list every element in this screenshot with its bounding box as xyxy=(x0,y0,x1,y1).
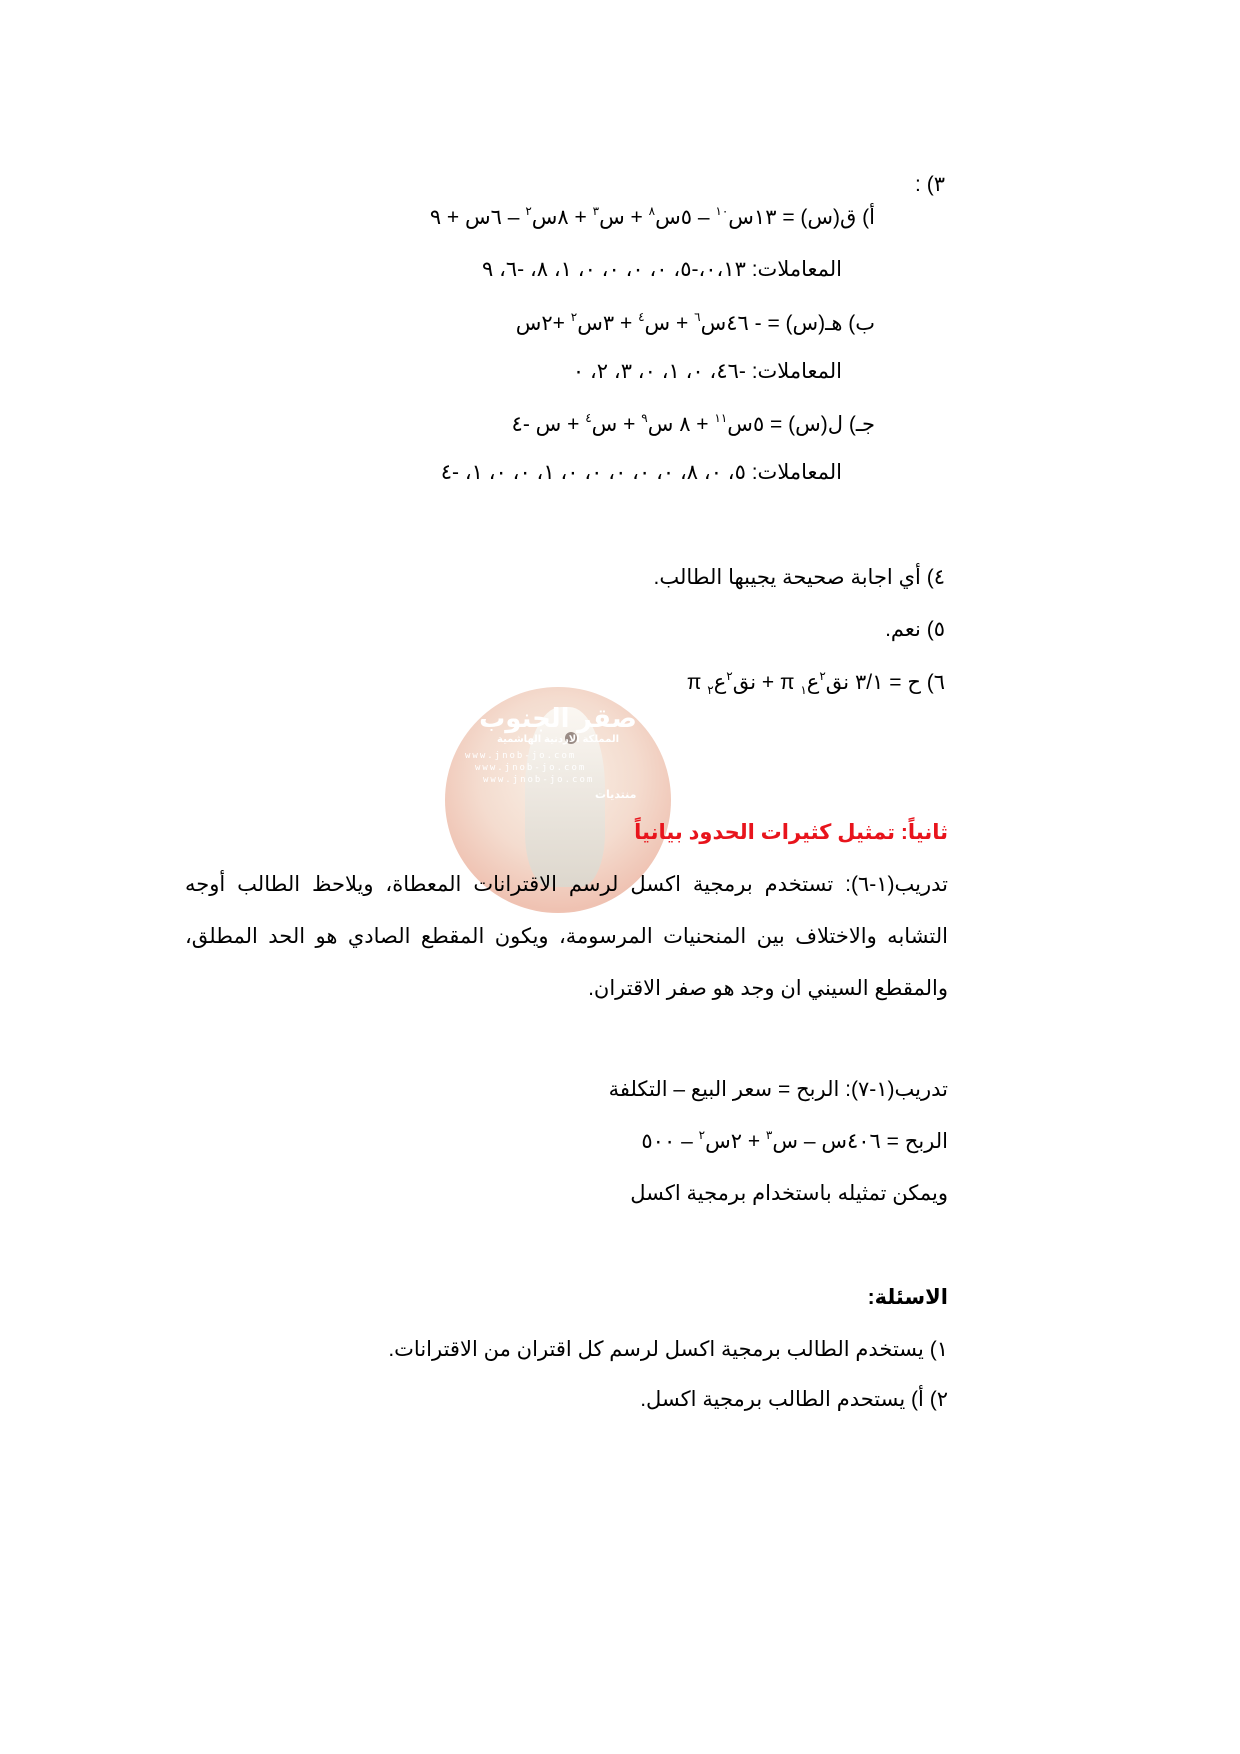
exponent: ٤ xyxy=(638,310,645,324)
watermark-url: www.jnob-jo.com xyxy=(483,775,595,785)
question-item: ١) يستخدم الطالب برمجية اكسل لرسم كل اقتران من الاقترانات. xyxy=(388,1338,948,1361)
equation-term: ب) هـ(س) = - ٤٦س xyxy=(700,312,875,335)
watermark-forum: منتديات xyxy=(595,789,637,801)
answer-4: ٤) أي اجابة صحيحة يجيبها الطالب. xyxy=(653,566,945,589)
coefficients-a: المعاملات: ٠،١٣،-٥، ٠، ٠، ٠، ٠، ١، ٨، -٦، ٩ xyxy=(481,258,842,281)
exponent: ٣ xyxy=(592,204,600,218)
question-3-label: ٣) : xyxy=(915,173,945,196)
equation-term: ٦) ح = ٣/١ نق xyxy=(825,671,945,694)
equation-term: أ) ق(س) = ١٣س xyxy=(728,206,875,229)
equation-term: + س xyxy=(591,413,642,436)
exponent: ٩ xyxy=(641,411,648,425)
exponent: ٢ xyxy=(726,669,733,683)
exponent: ٢ xyxy=(525,204,532,218)
answer-5: ٥) نعم. xyxy=(885,618,945,641)
equation-term: جـ) ل(س) = ٥س xyxy=(727,413,875,436)
equation-term: ع xyxy=(713,671,727,694)
exponent: ٢ xyxy=(570,310,578,324)
exercise-1-7-title: تدريب(١-٧): الربح = سعر البيع – التكلفة xyxy=(608,1078,948,1101)
equation-term: + س -٤ xyxy=(511,413,586,436)
equation-b xyxy=(516,309,875,339)
answer-6 xyxy=(687,668,945,698)
equation-term: الربح = ٤٠٦س – س xyxy=(772,1130,948,1153)
subscript: ١ xyxy=(800,683,807,697)
equation-term: + س xyxy=(644,312,695,335)
watermark-name: صقر الجنوب xyxy=(479,703,637,733)
equation-term: – ٦س + ٩ xyxy=(429,206,526,229)
exponent: ٤ xyxy=(585,411,592,425)
equation-a xyxy=(430,203,875,233)
equation-term: ع xyxy=(806,671,820,694)
watermark-subtitle: المملكة الاردنية الهاشمية xyxy=(497,734,619,745)
equation-term: π xyxy=(686,671,708,694)
equation-term: + س xyxy=(599,206,649,229)
exponent: ٨ xyxy=(648,204,656,218)
exponent: ١١ xyxy=(714,411,728,425)
profit-equation xyxy=(641,1127,948,1157)
section-heading: ثانياً: تمثيل كثيرات الحدود بيانياً xyxy=(634,821,948,844)
question-item: ٢) أ) يستحدم الطالب برمجية اكسل. xyxy=(640,1388,948,1411)
equation-term: π + نق xyxy=(732,671,801,694)
equation-term: +٢س xyxy=(515,312,571,335)
exponent: ٢ xyxy=(819,669,826,683)
equation-term: + ٢س xyxy=(705,1130,766,1153)
equation-term: + ٨س xyxy=(531,206,593,229)
exponent: ٢ xyxy=(698,1128,706,1142)
equation-term: + ٣س xyxy=(577,312,639,335)
equation-term: – ٥س xyxy=(655,206,716,229)
coefficients-c: المعاملات: ٥، ٠، ٨، ٠، ٠، ٠، ٠، ٠، ١، ٠، ٠، ١، -٤ xyxy=(440,461,842,484)
questions-heading: الاسئلة: xyxy=(867,1286,948,1309)
exponent: ٣ xyxy=(765,1128,773,1142)
equation-term: + ٨ س xyxy=(647,413,715,436)
coefficients-b: المعاملات: -٤٦، ٠، ١، ٠، ٣، ٢، ٠ xyxy=(572,360,842,383)
watermark-url: www.jnob-jo.com xyxy=(465,751,577,761)
subscript: ٢ xyxy=(707,683,714,697)
exponent: ٦ xyxy=(694,310,701,324)
exercise-1-7-note: ويمكن تمثيله باستخدام برمجية اكسل xyxy=(630,1182,948,1205)
equation-term: – ٥٠٠ xyxy=(641,1130,699,1153)
exercise-1-6: تدريب(١-٦): تستخدم برمجية اكسل لرسم الاقترانات المعطاة، ويلاحظ الطالب أوجه التشابه والاختلاف بين المنحنيات المرسومة، ويكون المقطع الصادي هو الحد المطلق، والمقطع السيني ان وجد هو صفر الاقتران. xyxy=(185,873,948,1000)
watermark-url: www.jnob-jo.com xyxy=(475,763,587,773)
exponent: ١٠ xyxy=(715,204,729,218)
equation-c xyxy=(512,410,875,440)
